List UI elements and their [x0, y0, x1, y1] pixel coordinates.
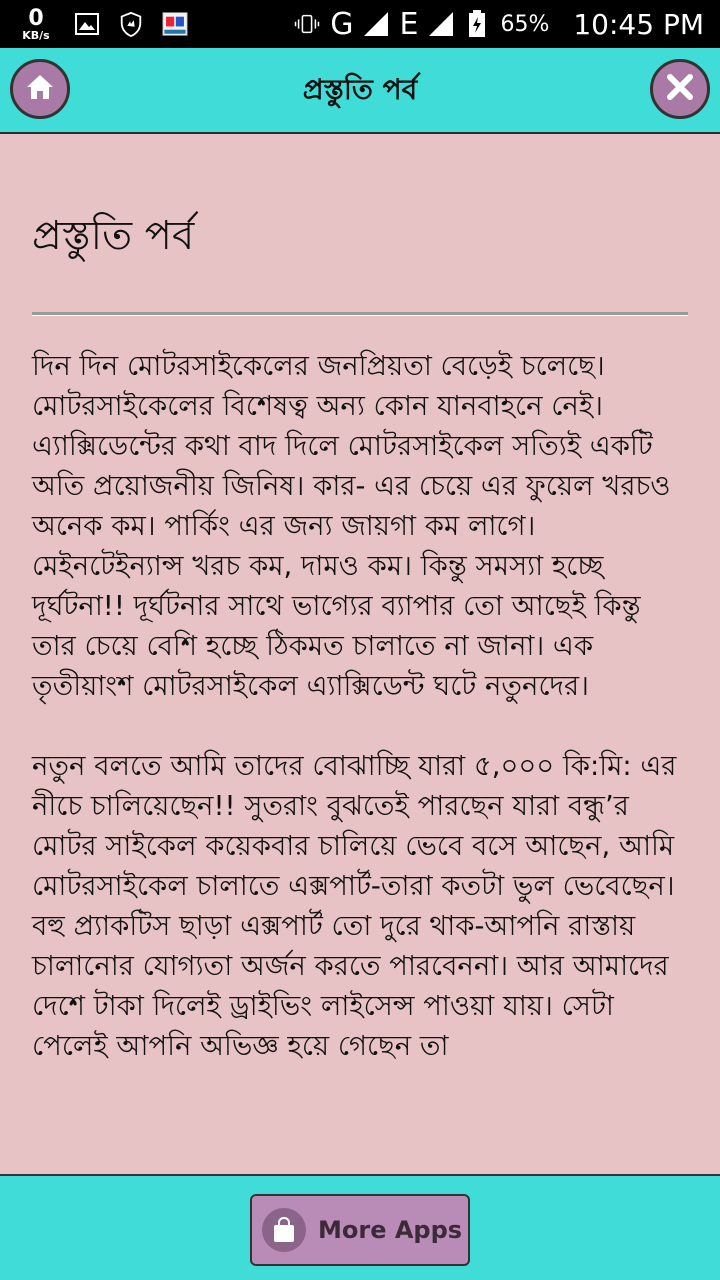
heading-divider [32, 312, 688, 316]
signal-icon [363, 11, 389, 37]
app-bar-title: প্রস্তুতি পর্ব [302, 72, 418, 106]
battery-charging-icon [464, 11, 490, 37]
more-apps-button[interactable] [250, 1194, 470, 1266]
article-scroll-area[interactable] [0, 134, 720, 1174]
vibrate-icon [294, 11, 320, 37]
status-bar [0, 0, 720, 48]
network-speed-unit: KB/s [22, 28, 50, 42]
network-type-e: E [399, 6, 419, 42]
app-notification-icon [162, 11, 188, 37]
article-paragraph-2: নতুন বলতে আমি তাদের বোঝাচ্ছি যারা ৫,০০০ কি:মি: এর নীচে চালিয়েছেন!! সুতরাং বুঝতেই পারছেন যারা বন্ধু’র মোটর সাইকেল কয়েকবার চালিয়ে ভেবে বসে আছেন, আমি মোটরসাইকেল চালাতে এক্সপার্ট-তারা কতটা ভুল ভেবেছেন। বহু প্র্যাকটিস ছাড়া এক্সপার্ট তো দুরে থাক-আপনি রাস্তায় চালানোর যোগ্যতা অর্জন করতে পারবেননা। আর আমাদের দেশে টাকা দিলেই ড্রাইভিং লাইসেন্স পাওয়া যায়। সেটা পেলেই আপনি অভিজ্ঞ হয়ে গেছেন তা [32, 750, 677, 1062]
bottom-bar [0, 1174, 720, 1280]
battery-percentage: 65% [500, 11, 550, 37]
image-icon [74, 11, 100, 37]
article-heading: প্রস্তুতি পর্ব [32, 213, 195, 259]
shield-hand-icon [118, 11, 144, 37]
network-type-g: G [330, 6, 354, 42]
article-paragraph-1: দিন দিন মোটরসাইকেলের জনপ্রিয়তা বেড়েই চলেছে। মোটরসাইকেলের বিশেষত্ব অন্য কোন যানবাহনে নেই। এ্যাক্সিডেন্টের কথা বাদ দিলে মোটরসাইকেল সত্যিই একটি অতি প্রয়োজনীয় জিনিষ। কার- এর চেয়ে এর ফুয়েল খরচও অনেক কম। পার্কিং এর জন্য জায়গা কম লাগে। মেইনটেইন্যান্স খরচ কম, দামও কম। কিন্তু সমস্যা হচ্ছে দূর্ঘটনা!! দূর্ঘটনার সাথে ভাগ্যের ব্যাপার তো আছেই কিন্তু তার চেয়ে বেশি হচ্ছে ঠিকমত চালাতে না জানা। এক তৃতীয়াংশ মোটরসাইকেল এ্যাক্সিডেন্ট ঘটে নতুনদের। [32, 350, 671, 702]
shopping-bag-icon [262, 1208, 306, 1252]
home-icon [25, 73, 55, 105]
close-button[interactable] [650, 59, 710, 119]
clock: 10:45 PM [573, 7, 704, 41]
close-icon [665, 72, 695, 106]
more-apps-label: More Apps [318, 1216, 463, 1244]
signal-icon-2 [428, 11, 454, 37]
home-button[interactable] [10, 59, 70, 119]
network-speed [16, 5, 56, 42]
app-bar [0, 48, 720, 134]
network-speed-value: 0 [28, 5, 44, 31]
article-body [32, 346, 692, 1106]
